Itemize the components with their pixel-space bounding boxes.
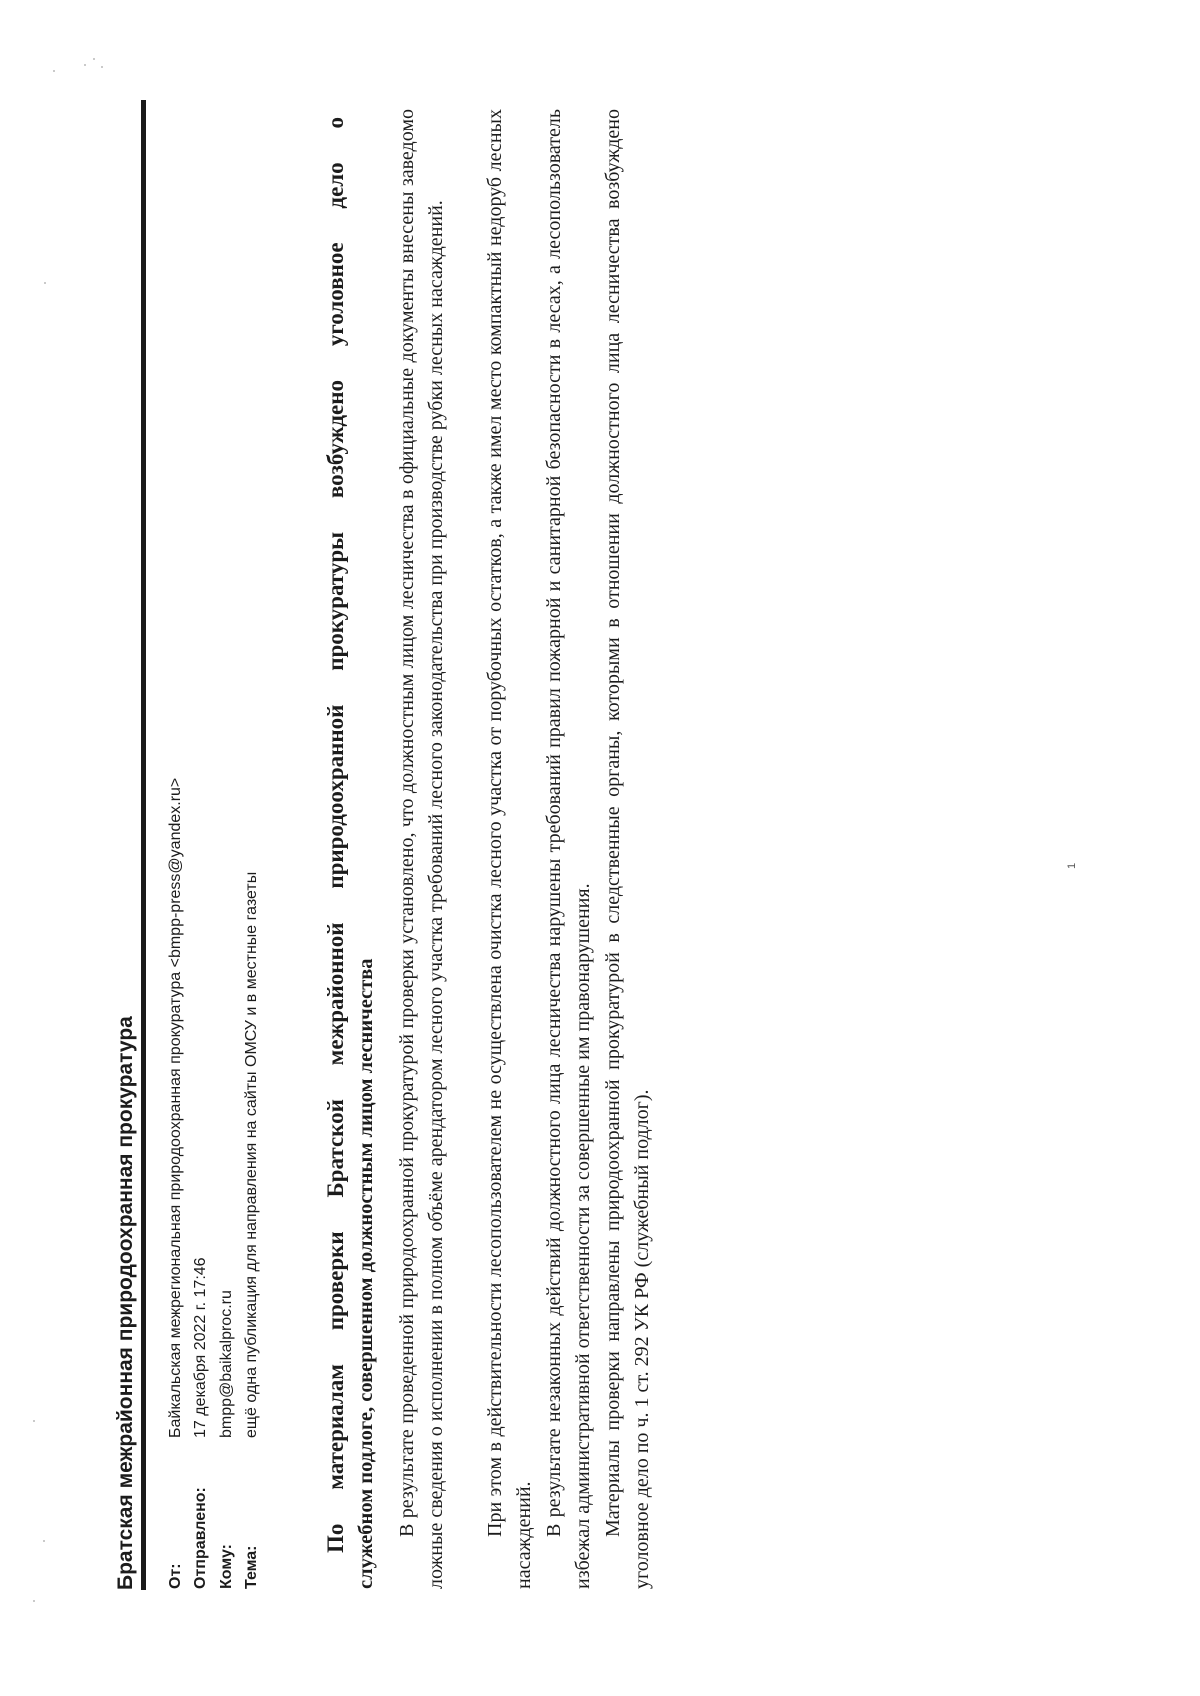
page-number: 1 bbox=[1066, 862, 1078, 869]
from-label: От: bbox=[167, 1563, 184, 1589]
article-paragraph: Материалы проверки направлены природоохранной прокуратурой в следственные органы, которыми в отношении должностного лица лесничества возбуждено уголовное дело по ч. 1 ст. 292 УК РФ (служебный подлог). bbox=[602, 109, 654, 1589]
to-value: bmpp@baikalproc.ru bbox=[218, 1290, 235, 1438]
article-paragraph: При этом в действительности лесопользователем не осуществлена очистка лесного участка от порубочных остатков, а также имел место компактный недоруб лесных насаждений. bbox=[484, 109, 536, 1589]
subject-value: ещё одна публикация для направления на сайты ОМСУ и в местные газеты bbox=[243, 871, 260, 1438]
article-paragraph: В результате проведенной природоохранной прокуратурой проверки установлено, что должностным лицом лесничества в официальные документы внесены заведомо ложные сведения о исполнении в полном объёме арендатором лесного участка требований лесного законодательства при производстве рубки лесных насаждений. bbox=[396, 109, 448, 1589]
sent-value: 17 декабря 2022 г. 17:46 bbox=[192, 1257, 209, 1438]
to-label: Кому: bbox=[218, 1544, 235, 1589]
article-headline-line2: служебном подлоге, совершенном должностным лицом лесничества bbox=[355, 958, 377, 1589]
subject-label: Тема: bbox=[243, 1545, 260, 1589]
sent-label: Отправлено: bbox=[192, 1487, 209, 1589]
email-sender-title: Братская межрайонная природоохранная прокуратура bbox=[113, 100, 146, 1590]
article-headline-line1: По материалам проверки Братской межрайонной природоохранной прокуратуры возбуждено уголовное дело о bbox=[323, 117, 348, 1553]
article-paragraph: В результате незаконных действий должностного лица лесничества нарушены требований правил пожарной и санитарной безопасности в лесах, а лесопользователь избежал административной ответственности за совершенные им правонарушения. bbox=[543, 109, 595, 1589]
from-value: Байкальская межрегиональная природоохранная прокуратура <bmpp-press@yandex.ru> bbox=[167, 777, 184, 1438]
